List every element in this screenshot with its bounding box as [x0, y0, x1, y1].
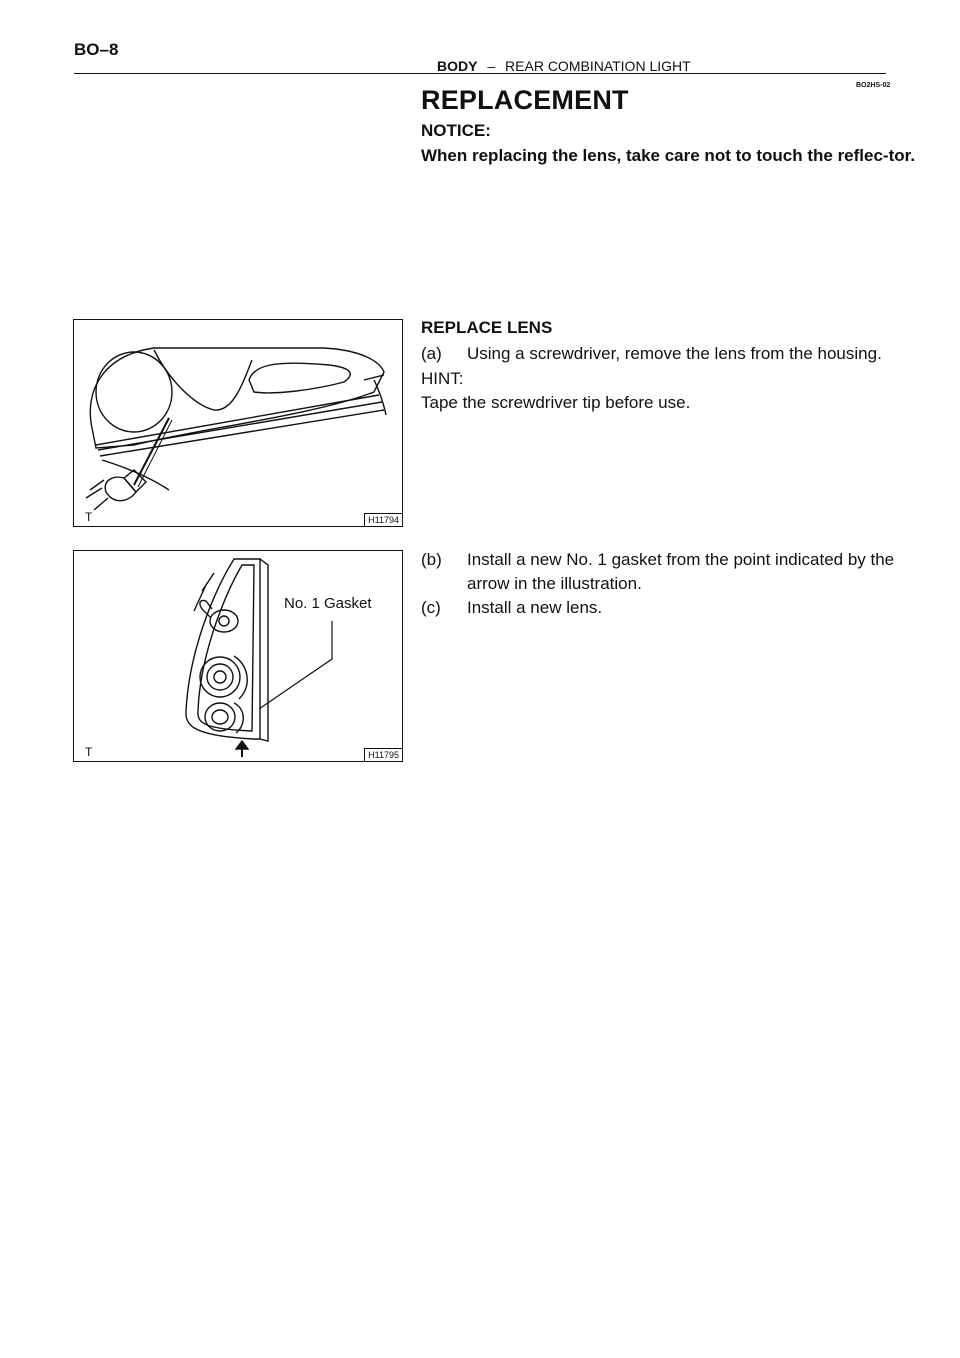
lens-removal-illustration — [74, 320, 401, 525]
section-heading: REPLACE LENS — [421, 318, 553, 337]
notice-label: NOTICE: — [421, 121, 491, 140]
step-text: Install a new No. 1 gasket from the point indicated by the arrow in the illustration. — [467, 550, 895, 593]
step-c — [421, 596, 921, 620]
figure-corner-label: T — [85, 510, 93, 524]
step-b — [421, 548, 921, 596]
figure-code: H11794 — [364, 513, 402, 526]
step-label: (c) — [421, 598, 441, 617]
header-section-title — [437, 58, 691, 74]
header-section: BODY — [437, 58, 478, 74]
figure-gasket-install — [73, 550, 403, 762]
figure-lens-removal — [73, 319, 403, 527]
header-separator: – — [487, 58, 496, 74]
hint-label: HINT: — [421, 369, 464, 388]
hint-text: Tape the screwdriver tip before use. — [421, 393, 691, 412]
page-code: BO–8 — [74, 40, 119, 59]
header-subsection: REAR COMBINATION LIGHT — [505, 58, 691, 74]
step-text: Using a screwdriver, remove the lens from the housing. — [467, 344, 882, 363]
step-label: (b) — [421, 550, 442, 569]
figure-corner-label: T — [85, 745, 93, 759]
header-rule — [74, 73, 886, 74]
gasket-illustration — [74, 551, 401, 760]
gasket-callout-label: No. 1 Gasket — [284, 595, 372, 612]
notice-text: When replacing the lens, take care not to touch the reflec-tor. — [421, 146, 916, 165]
page-title: REPLACEMENT — [421, 85, 629, 115]
step-text: Install a new lens. — [467, 598, 603, 617]
step-label: (a) — [421, 344, 442, 363]
step-a — [421, 342, 921, 366]
doc-code: BO2HS-02 — [856, 82, 891, 89]
figure-code: H11795 — [364, 748, 402, 761]
